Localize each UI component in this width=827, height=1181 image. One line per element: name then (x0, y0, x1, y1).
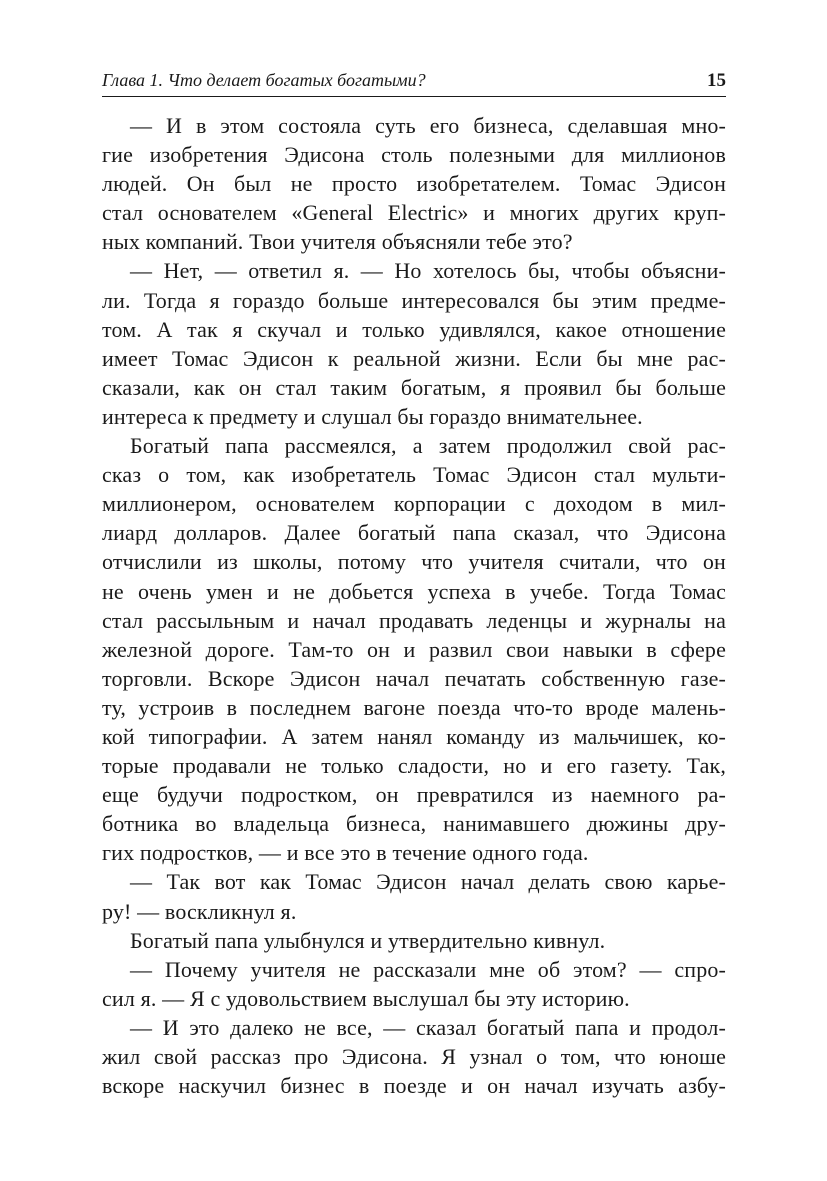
text-line: жил свой рассказ про Эдисона. Я узнал о том, что юноше (102, 1044, 726, 1069)
text-line: сил я. — Я с удовольствием выслушал бы эту историю. (102, 985, 630, 1011)
text-line: железной дороге. Там-то он и развил свои навыки в сфере (102, 636, 726, 662)
text-line: гих подростков, — и все это в течение одного года. (102, 840, 589, 866)
body-text (102, 111, 726, 1100)
text-line: торые продавали не только сладости, но и его газету. Так, (102, 753, 726, 779)
text-line: — И в этом состояла суть его бизнеса, сделавшая мно- (130, 113, 726, 138)
text-line: сказали, как он стал таким богатым, я проявил бы больше (102, 374, 726, 400)
text-line: гие изобретения Эдисона столь полезными для миллионов (102, 142, 726, 168)
text-line: ту, устроив в последнем вагоне поезда что-то вроде малень- (102, 694, 726, 720)
text-line: Богатый папа рассмеялся, а затем продолжил свой рас- (130, 433, 726, 459)
text-line: ли. Тогда я гораздо больше интересовался бы этим предме- (102, 287, 726, 313)
text-line: интереса к предмету и слушал бы гораздо внимательнее. (102, 403, 643, 429)
text-line: — Так вот как Томас Эдисон начал делать свою карье- (130, 869, 726, 895)
page-number: 15 (707, 70, 726, 91)
text-line: имеет Томас Эдисон к реальной жизни. Если бы мне рас- (102, 345, 726, 371)
text-line: — Нет, — ответил я. — Но хотелось бы, чтобы объясни- (130, 258, 726, 284)
text-line: не очень умен и не добьется успеха в учебе. Тогда Томас (102, 578, 726, 604)
text-line: кой типографии. А затем нанял команду из мальчишек, ко- (102, 723, 726, 749)
text-line: людей. Он был не просто изобретателем. Томас Эдисон (102, 171, 726, 197)
text-line: ботника во владельца бизнеса, нанимавшего дюжины дру- (102, 811, 726, 837)
running-header (102, 70, 726, 97)
text-line: вскоре наскучил бизнес в поезде и он начал изучать азбу- (102, 1073, 726, 1099)
text-line: торговли. Вскоре Эдисон начал печатать собственную газе- (102, 665, 726, 691)
text-line: Богатый папа улыбнулся и утвердительно кивнул. (130, 927, 606, 953)
text-line: стал рассыльным и начал продавать леденцы и журналы на (102, 607, 726, 633)
text-line: ру! — воскликнул я. (102, 898, 297, 924)
text-line: — Почему учителя не рассказали мне об этом? — спро- (130, 956, 726, 982)
text-line: лиард долларов. Далее богатый папа сказал, что Эдисона (102, 520, 726, 546)
text-line: еще будучи подростком, он превратился из наемного ра- (102, 782, 726, 808)
book-page (102, 70, 726, 1100)
text-line: — И это далеко не все, — сказал богатый папа и продол- (130, 1014, 726, 1040)
text-line: том. А так я скучал и только удивлялся, какое отношение (102, 316, 726, 342)
text-line: ных компаний. Твои учителя объясняли тебе это? (102, 229, 573, 255)
chapter-title: Глава 1. Что делает богатых богатыми? (102, 70, 426, 90)
text-line: стал основателем «General Electric» и многих других круп- (102, 200, 726, 226)
text-line: сказ о том, как изобретатель Томас Эдисон стал мульти- (102, 462, 726, 488)
text-line: отчислили из школы, потому что учителя считали, что он (102, 549, 726, 575)
text-line: миллионером, основателем корпорации с доходом в мил- (102, 491, 726, 517)
